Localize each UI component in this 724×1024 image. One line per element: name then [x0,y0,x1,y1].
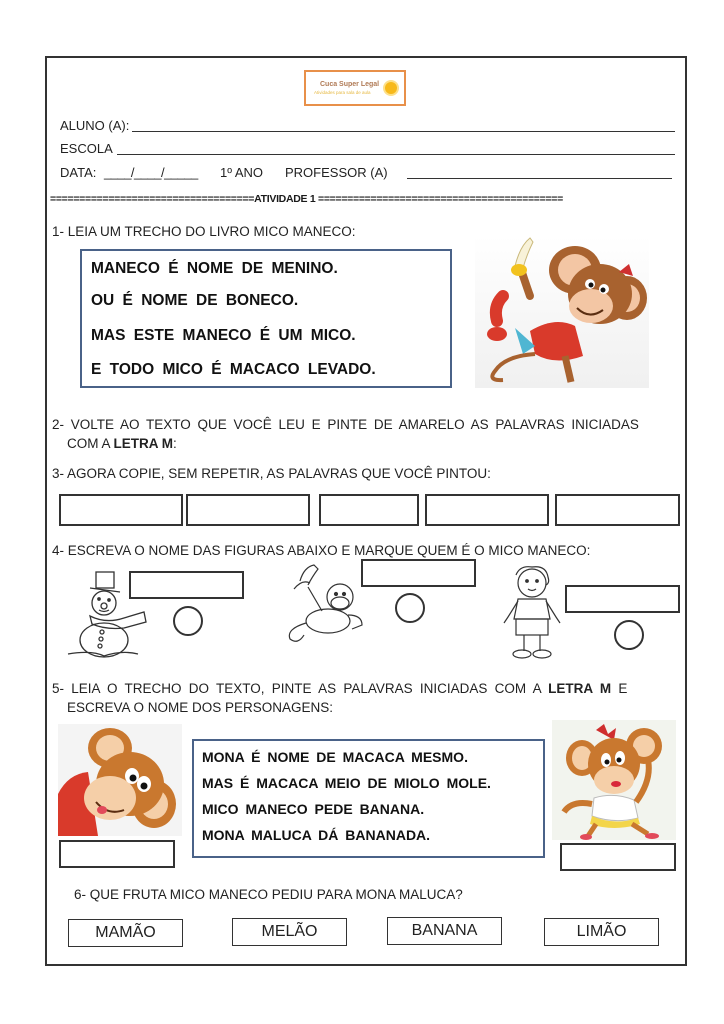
q6-option-banana[interactable]: BANANA [387,917,502,945]
q1-prompt: 1- LEIA UM TRECHO DO LIVRO MICO MANECO: [52,224,356,239]
q6-option-melao[interactable]: MELÃO [232,918,347,946]
logo [304,70,406,106]
q6-option-mamao[interactable]: MAMÃO [68,919,183,947]
activity-separator [50,193,680,205]
q3-prompt: 3- AGORA COPIE, SEM REPETIR, AS PALAVRAS QUE VOCÊ PINTOU: [52,466,491,481]
q2-prompt-post: : [173,436,177,451]
q1-verse: MANECO É NOME DE MENINO. [91,260,338,277]
q4-answer-box-monkey[interactable] [361,559,476,587]
q5-prompt-post: E [611,681,628,696]
q5-verse: MICO MANECO PEDE BANANA. [202,801,425,817]
q5-verse: MONA É NOME DE MACACA MESMO. [202,749,468,765]
q2-prompt-line2 [67,436,177,451]
q1-verse: OU É NOME DE BONECO. [91,292,299,309]
separator-left: =================================== [50,193,255,205]
q5-prompt-line2: ESCREVA O NOME DOS PERSONAGENS: [67,700,334,715]
q5-prompt-bold: LETRA M [548,681,612,696]
logo-title: Cuca Super Legal [320,81,380,88]
q3-answer-box[interactable] [555,494,680,526]
professor-input-line[interactable] [407,178,672,179]
aluno-label: ALUNO (A): [60,118,130,133]
aluno-input-line[interactable] [132,131,675,132]
q3-answer-box[interactable] [59,494,183,526]
sun-icon [385,82,397,94]
q4-mark-circle-monkey[interactable] [395,593,425,623]
q2-prompt-pre: COM A [67,436,114,451]
q4-prompt: 4- ESCREVA O NOME DAS FIGURAS ABAIXO E MARQUE QUEM É O MICO MANECO: [52,543,591,558]
escola-label: ESCOLA [60,141,113,156]
q5-text-box [192,739,545,858]
q5-answer-box-left[interactable] [59,840,175,868]
professor-label: PROFESSOR (A) [285,165,388,180]
q5-verse: MAS É MACACA MEIO DE MIOLO MOLE. [202,775,491,791]
q4-answer-box-boy[interactable] [565,585,680,613]
data-label: DATA: [60,165,97,180]
mona-maluca-icon [552,720,676,840]
q2-prompt-line1: 2- VOLTE AO TEXTO QUE VOCÊ LEU E PINTE DE AMARELO AS PALAVRAS INICIADAS [52,417,639,432]
q4-answer-box-snowman[interactable] [129,571,244,599]
q3-answer-box[interactable] [425,494,549,526]
mico-maneco-face-icon [58,724,182,836]
q4-mark-circle-snowman[interactable] [173,606,203,636]
separator-right: ========================================== [315,193,563,205]
activity-title: ATIVIDADE 1 [254,193,316,205]
logo-subtitle: Atividades para sala de aula [314,90,371,95]
q4-mark-circle-boy[interactable] [614,620,644,650]
q3-answer-box[interactable] [319,494,419,526]
q5-answer-box-right[interactable] [560,843,676,871]
q5-prompt-line1 [52,681,627,696]
ano-label: 1º ANO [220,165,264,180]
monkey-with-banana-icon [475,236,649,388]
q1-verse: MAS ESTE MANECO É UM MICO. [91,327,356,344]
q6-option-limao[interactable]: LIMÃO [544,918,659,946]
data-slots[interactable]: ____/____/_____ [104,165,198,180]
q2-prompt-bold: LETRA M [113,436,174,451]
q5-verse: MONA MALUCA DÁ BANANADA. [202,827,431,843]
q1-text-box [80,249,452,388]
q3-answer-box[interactable] [186,494,310,526]
escola-input-line[interactable] [117,154,675,155]
q5-prompt-pre: 5- LEIA O TRECHO DO TEXTO, PINTE AS PALAVRAS INICIADAS COM A [52,681,549,696]
boy-sketch-icon [500,563,564,661]
q6-prompt: 6- QUE FRUTA MICO MANECO PEDIU PARA MONA MALUCA? [74,887,463,902]
q1-verse: E TODO MICO É MACACO LEVADO. [91,361,376,378]
